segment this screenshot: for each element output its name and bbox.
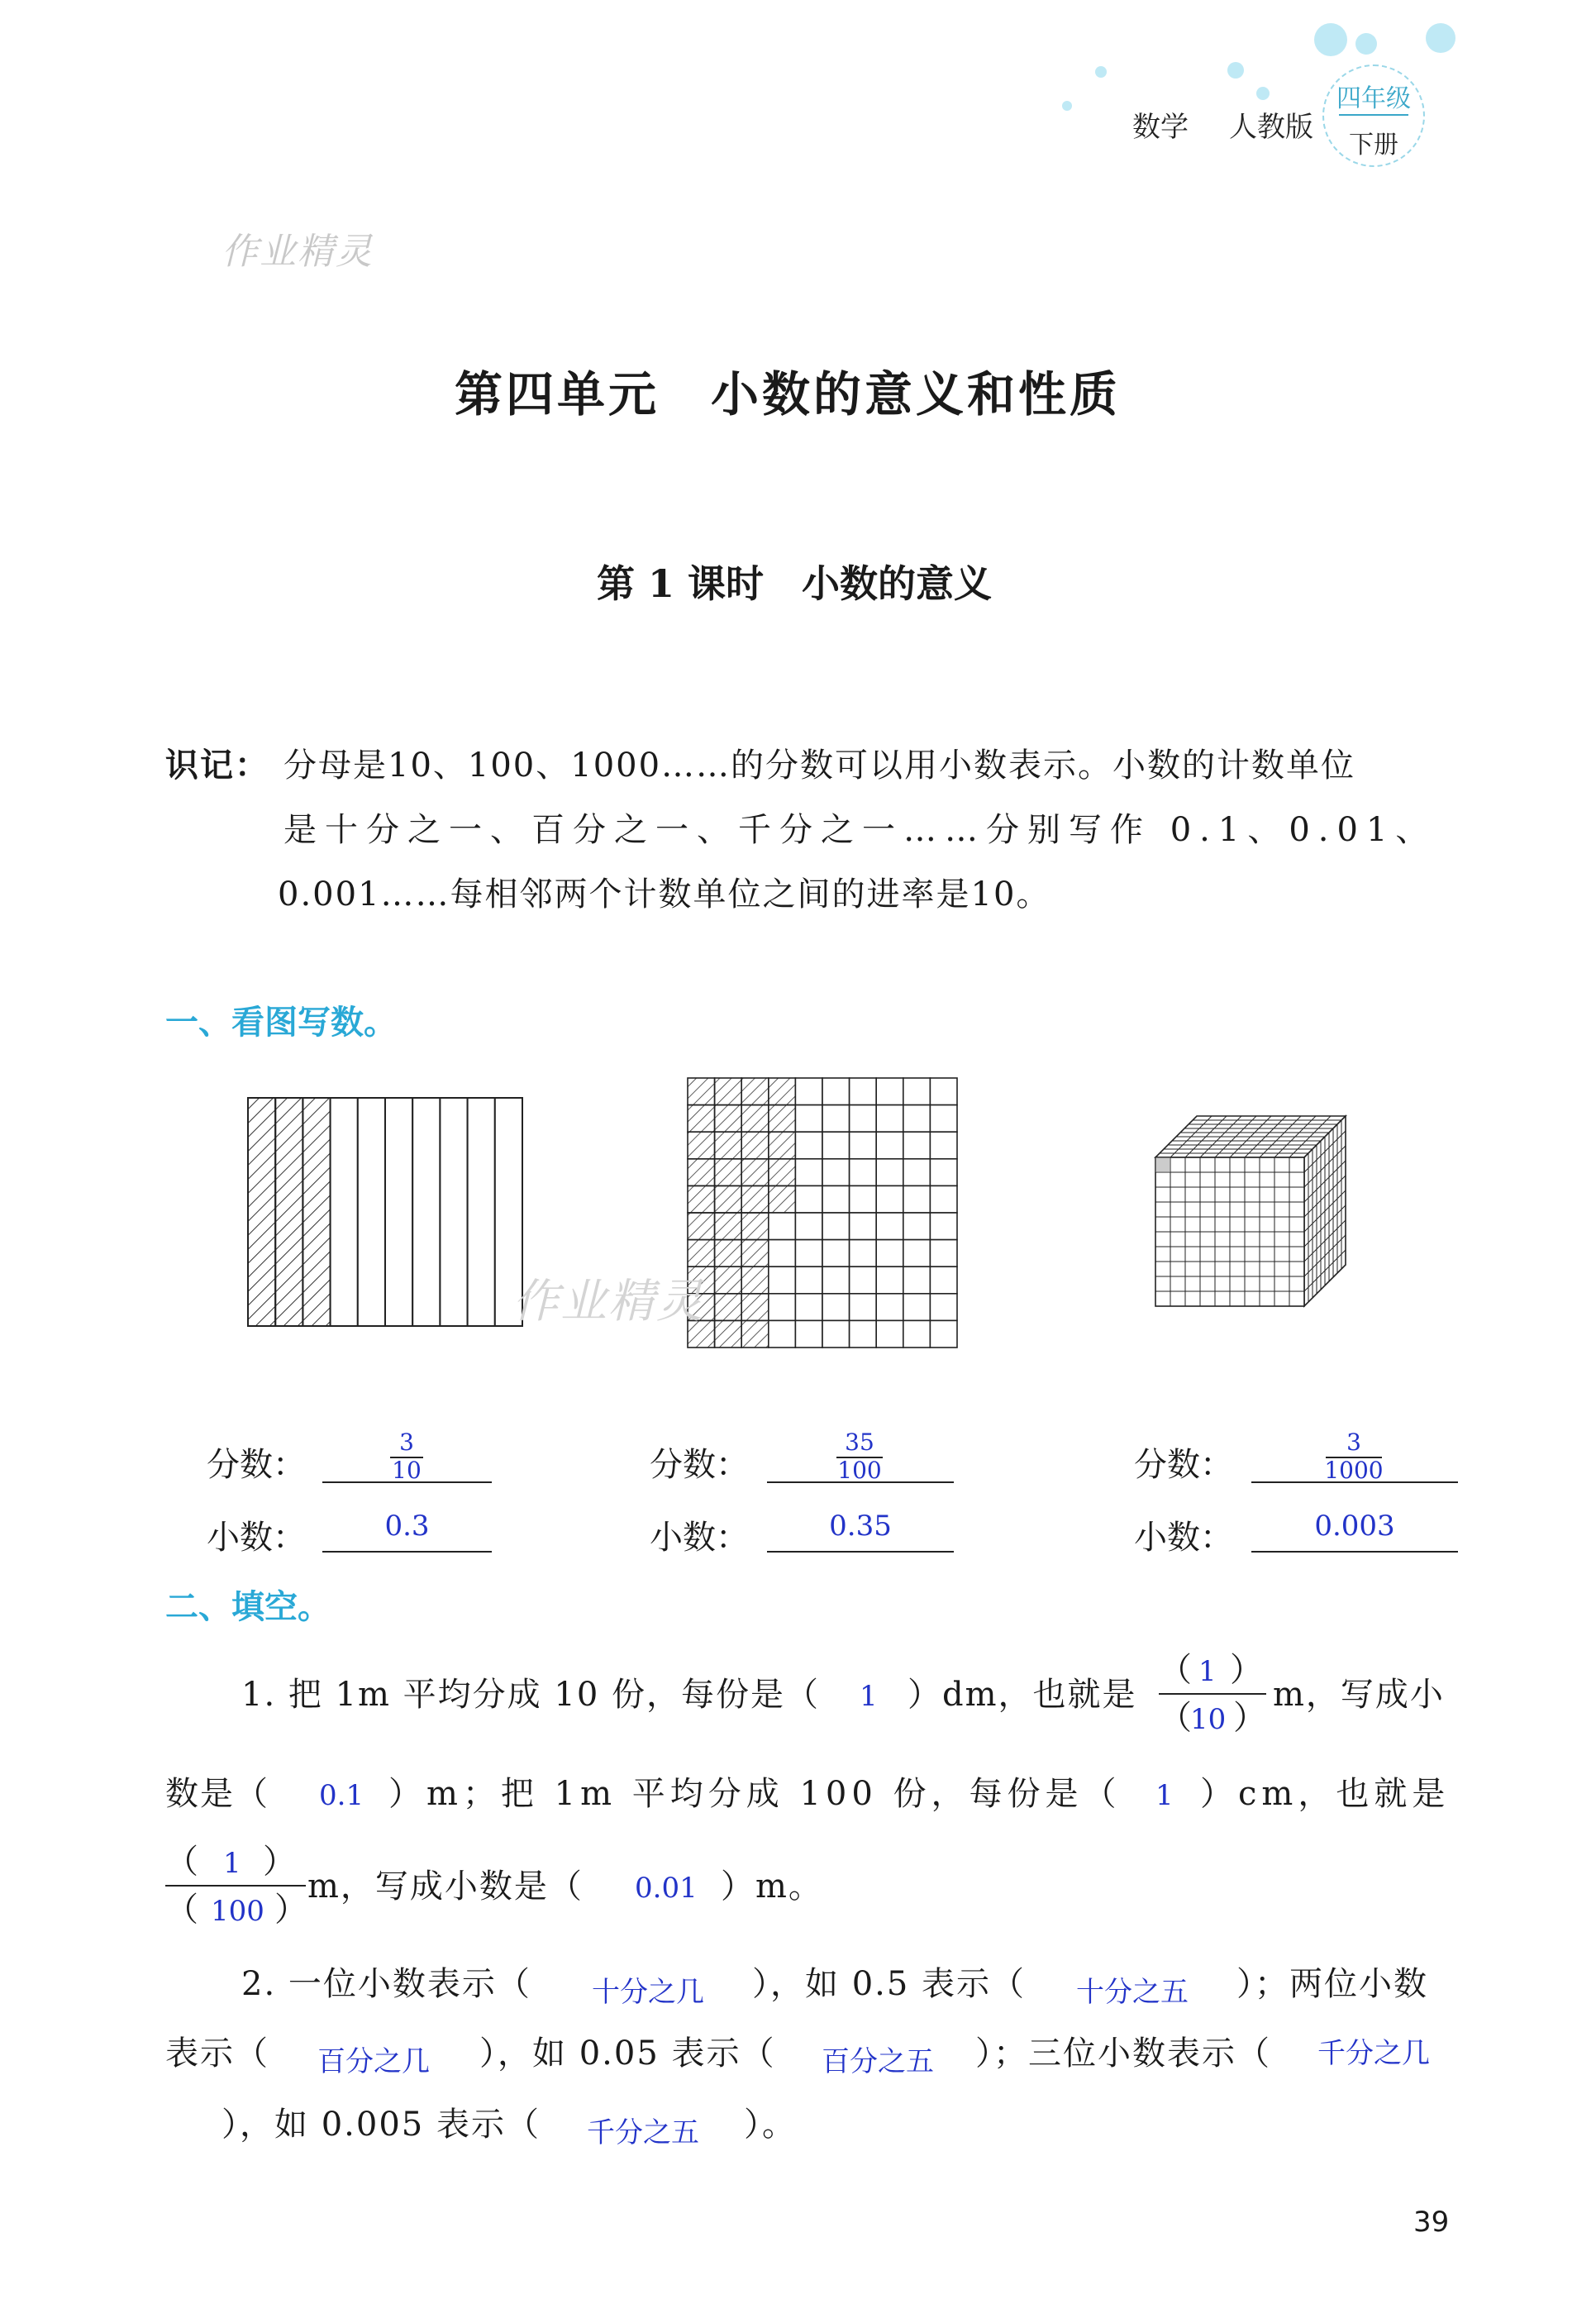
cell — [822, 1213, 850, 1240]
q1-text-1: 1. 把 1m 平均分成 10 份，每份是（ — [241, 1676, 821, 1714]
shaded-cell — [715, 1213, 742, 1240]
cell — [903, 1266, 931, 1294]
shaded-cell — [741, 1213, 769, 1240]
header-subject: 数学 — [1132, 111, 1189, 144]
q1-text-4: 数是（ — [165, 1775, 269, 1813]
cell — [822, 1266, 850, 1294]
fraction-den-2: 100 — [837, 1457, 882, 1484]
decoration-bubble — [1314, 23, 1347, 56]
shaded-cell — [715, 1320, 742, 1348]
cell — [903, 1294, 931, 1321]
cell — [795, 1320, 822, 1348]
decimal-answer-1: 0.3 — [384, 1510, 430, 1543]
underline — [767, 1551, 954, 1553]
remember-line-2: 是十分之一、百分之一、千分之一……分别写作 0.1、0.01、 — [283, 811, 1437, 849]
cell — [822, 1159, 850, 1186]
cell — [903, 1320, 931, 1348]
cell — [769, 1266, 796, 1294]
shaded-cube — [1155, 1157, 1170, 1172]
cell — [822, 1132, 850, 1159]
shaded-cell — [741, 1185, 769, 1213]
decimal-answer-2: 0.35 — [829, 1510, 892, 1543]
decoration-bubble — [1062, 101, 1072, 111]
cell — [795, 1240, 822, 1267]
q1-frac2-open2: （ — [165, 1891, 200, 1929]
lesson-title: 第 1 课时 小数的意义 — [597, 561, 993, 606]
cell — [331, 1098, 358, 1326]
shaded-cell — [741, 1240, 769, 1267]
fraction-num-2: 35 — [845, 1429, 874, 1456]
cell — [876, 1320, 903, 1348]
cell — [795, 1266, 822, 1294]
cell — [930, 1105, 957, 1133]
underline — [322, 1481, 492, 1483]
badge-divider — [1339, 114, 1408, 116]
cell — [876, 1105, 903, 1133]
q1-frac1-bar — [1159, 1693, 1266, 1695]
cell — [876, 1078, 903, 1105]
cell — [822, 1185, 850, 1213]
q1-frac1-den: 10 — [1190, 1703, 1227, 1736]
q1-text-3: m，写成小 — [1273, 1676, 1445, 1714]
shaded-cell — [769, 1132, 796, 1159]
cell — [822, 1240, 850, 1267]
cell — [795, 1213, 822, 1240]
q1-frac2-close2: ） — [274, 1891, 309, 1929]
shaded-cell — [741, 1159, 769, 1186]
cell — [850, 1320, 877, 1348]
shaded-cell — [715, 1159, 742, 1186]
shaded-cell — [741, 1132, 769, 1159]
figure-tenths — [246, 1096, 524, 1328]
q2-text-7: ），如 0.005 表示（ — [222, 2106, 541, 2144]
shaded-cell — [303, 1098, 330, 1326]
remember-line-1: 分母是10、100、1000……的分数可以用小数表示。小数的计数单位 — [283, 747, 1356, 785]
header-edition: 人教版 — [1229, 111, 1313, 144]
fraction-den-1: 10 — [392, 1457, 422, 1484]
cell — [930, 1240, 957, 1267]
q2-answer-2: 十分之五 — [1076, 1976, 1189, 2009]
cell — [903, 1159, 931, 1186]
shaded-cell — [275, 1098, 303, 1326]
cell — [930, 1159, 957, 1186]
cell — [850, 1185, 877, 1213]
decimal-answer-3: 0.003 — [1314, 1510, 1395, 1543]
fraction-num-1: 3 — [399, 1429, 414, 1456]
shaded-cell — [688, 1132, 715, 1159]
q1-frac1-open: （ — [1159, 1651, 1193, 1689]
cell — [930, 1266, 957, 1294]
underline — [1251, 1551, 1458, 1553]
q1-frac2-bar — [165, 1885, 306, 1887]
q2-text-3: ）；两位小数 — [1236, 1965, 1428, 2003]
q1-frac1-close: ） — [1230, 1651, 1265, 1689]
term-text: 下册 — [1349, 131, 1398, 160]
q1-text-2: ）dm，也就是 — [908, 1676, 1137, 1714]
cell — [795, 1105, 822, 1133]
shaded-cell — [715, 1294, 742, 1321]
shaded-cell — [688, 1213, 715, 1240]
shaded-cell — [688, 1240, 715, 1267]
shaded-cell — [688, 1159, 715, 1186]
cell — [903, 1213, 931, 1240]
fraction-label-1: 分数： — [207, 1446, 306, 1484]
fraction-label-2: 分数： — [650, 1446, 749, 1484]
cell — [903, 1240, 931, 1267]
shaded-cell — [769, 1185, 796, 1213]
cell — [850, 1105, 877, 1133]
shaded-cell — [769, 1159, 796, 1186]
cell — [903, 1132, 931, 1159]
q1-frac2-close: ） — [263, 1843, 298, 1881]
cell — [930, 1213, 957, 1240]
fraction-num-3: 3 — [1346, 1429, 1361, 1456]
cell — [850, 1078, 877, 1105]
shaded-cell — [688, 1105, 715, 1133]
cell — [440, 1098, 467, 1326]
page-number: 39 — [1413, 2206, 1450, 2239]
decimal-label-3: 小数： — [1134, 1519, 1233, 1557]
watermark-center: 作业精灵 — [512, 1275, 704, 1328]
q1-text-7: m，写成小数是（ — [307, 1868, 584, 1906]
cell — [822, 1105, 850, 1133]
fraction-label-3: 分数： — [1134, 1446, 1233, 1484]
shaded-cell — [715, 1105, 742, 1133]
shaded-cell — [715, 1266, 742, 1294]
q2-answer-6: 千分之五 — [587, 2116, 699, 2149]
q2-answer-1: 十分之几 — [592, 1976, 704, 2009]
underline — [322, 1551, 492, 1553]
q1-text-5: ）m；把 1m 平均分成 100 份，每份是（ — [388, 1775, 1122, 1813]
cell — [795, 1159, 822, 1186]
decimal-label-1: 小数： — [207, 1519, 306, 1557]
cell — [795, 1185, 822, 1213]
q1-answer-4: 0.01 — [635, 1872, 698, 1905]
cell — [876, 1294, 903, 1321]
decoration-bubble — [1256, 87, 1270, 100]
cell — [822, 1320, 850, 1348]
cell — [876, 1185, 903, 1213]
cell — [903, 1105, 931, 1133]
cell — [876, 1159, 903, 1186]
q2-text-6: ）；三位小数表示（ — [975, 2034, 1271, 2073]
fraction-den-3: 1000 — [1324, 1457, 1384, 1484]
cell — [850, 1159, 877, 1186]
cell — [930, 1185, 957, 1213]
cell — [769, 1213, 796, 1240]
shaded-cell — [769, 1078, 796, 1105]
cell — [795, 1294, 822, 1321]
cell — [876, 1213, 903, 1240]
q1-text-6: ）cm，也就是 — [1200, 1775, 1451, 1813]
cell — [876, 1132, 903, 1159]
q2-answer-5: 千分之几 — [1317, 2037, 1430, 2070]
cell — [903, 1185, 931, 1213]
unit-title: 第四单元 小数的意义和性质 — [455, 366, 1122, 422]
cell — [769, 1320, 796, 1348]
shaded-cell — [688, 1185, 715, 1213]
grade-badge — [1322, 64, 1425, 167]
cell — [930, 1078, 957, 1105]
cell — [850, 1266, 877, 1294]
shaded-cell — [715, 1078, 742, 1105]
shaded-cell — [715, 1132, 742, 1159]
q2-text-1: 2. 一位小数表示（ — [241, 1965, 531, 2003]
q1-frac2-open: （ — [165, 1843, 200, 1881]
shaded-cell — [741, 1320, 769, 1348]
cell — [930, 1294, 957, 1321]
q1-text-8: ）m。 — [721, 1868, 823, 1906]
cell — [930, 1320, 957, 1348]
underline — [1251, 1481, 1458, 1483]
decoration-bubble — [1426, 23, 1455, 53]
cell — [412, 1098, 440, 1326]
q1-frac2-den: 100 — [211, 1895, 264, 1928]
section1-title: 一、看图写数。 — [165, 1004, 397, 1042]
shaded-cell — [715, 1185, 742, 1213]
remember-label: 识记： — [165, 747, 269, 785]
cell — [850, 1240, 877, 1267]
cell — [876, 1266, 903, 1294]
cell — [468, 1098, 495, 1326]
underline — [767, 1481, 954, 1483]
section2-title: 二、填空。 — [165, 1588, 331, 1626]
cell — [385, 1098, 412, 1326]
shaded-cell — [741, 1266, 769, 1294]
q1-answer-2: 0.1 — [319, 1779, 364, 1812]
cell — [930, 1132, 957, 1159]
grade-text: 四年级 — [1336, 84, 1411, 113]
q1-frac1-open2: （ — [1159, 1699, 1193, 1737]
shaded-cell — [769, 1105, 796, 1133]
q1-answer-3: 1 — [1155, 1779, 1174, 1812]
q1-answer-1: 1 — [860, 1680, 878, 1713]
shaded-cell — [741, 1078, 769, 1105]
shaded-cell — [741, 1294, 769, 1321]
figure-hundredths — [686, 1076, 959, 1349]
decoration-bubble — [1227, 62, 1244, 79]
q2-text-2: ），如 0.5 表示（ — [752, 1965, 1027, 2003]
decimal-label-2: 小数： — [650, 1519, 749, 1557]
cell — [876, 1240, 903, 1267]
q2-answer-4: 百分之五 — [822, 2045, 934, 2078]
cell — [903, 1078, 931, 1105]
watermark: 作业精灵 — [222, 231, 374, 273]
shaded-cell — [715, 1240, 742, 1267]
q1-frac2-num: 1 — [223, 1847, 241, 1880]
q2-answer-3: 百分之几 — [317, 2045, 430, 2078]
shaded-cell — [248, 1098, 275, 1326]
remember-line-3: 0.001……每相邻两个计数单位之间的进率是10。 — [278, 875, 1051, 913]
q2-text-5: ），如 0.05 表示（ — [479, 2034, 776, 2073]
q1-frac1-close2: ） — [1233, 1699, 1268, 1737]
cell — [822, 1294, 850, 1321]
cell — [850, 1213, 877, 1240]
cell — [769, 1294, 796, 1321]
cell — [769, 1240, 796, 1267]
shaded-cell — [688, 1078, 715, 1105]
cell — [795, 1078, 822, 1105]
cell — [358, 1098, 385, 1326]
decoration-bubble — [1355, 33, 1377, 55]
q2-text-8: ）。 — [744, 2106, 797, 2144]
figure-thousandths-cube — [1153, 1112, 1368, 1310]
shaded-cell — [741, 1105, 769, 1133]
cell — [850, 1132, 877, 1159]
q2-text-4: 表示（ — [165, 2034, 269, 2073]
decoration-bubble — [1095, 66, 1107, 78]
q1-frac1-num: 1 — [1198, 1655, 1217, 1688]
cell — [850, 1294, 877, 1321]
cell — [795, 1132, 822, 1159]
cell — [822, 1078, 850, 1105]
